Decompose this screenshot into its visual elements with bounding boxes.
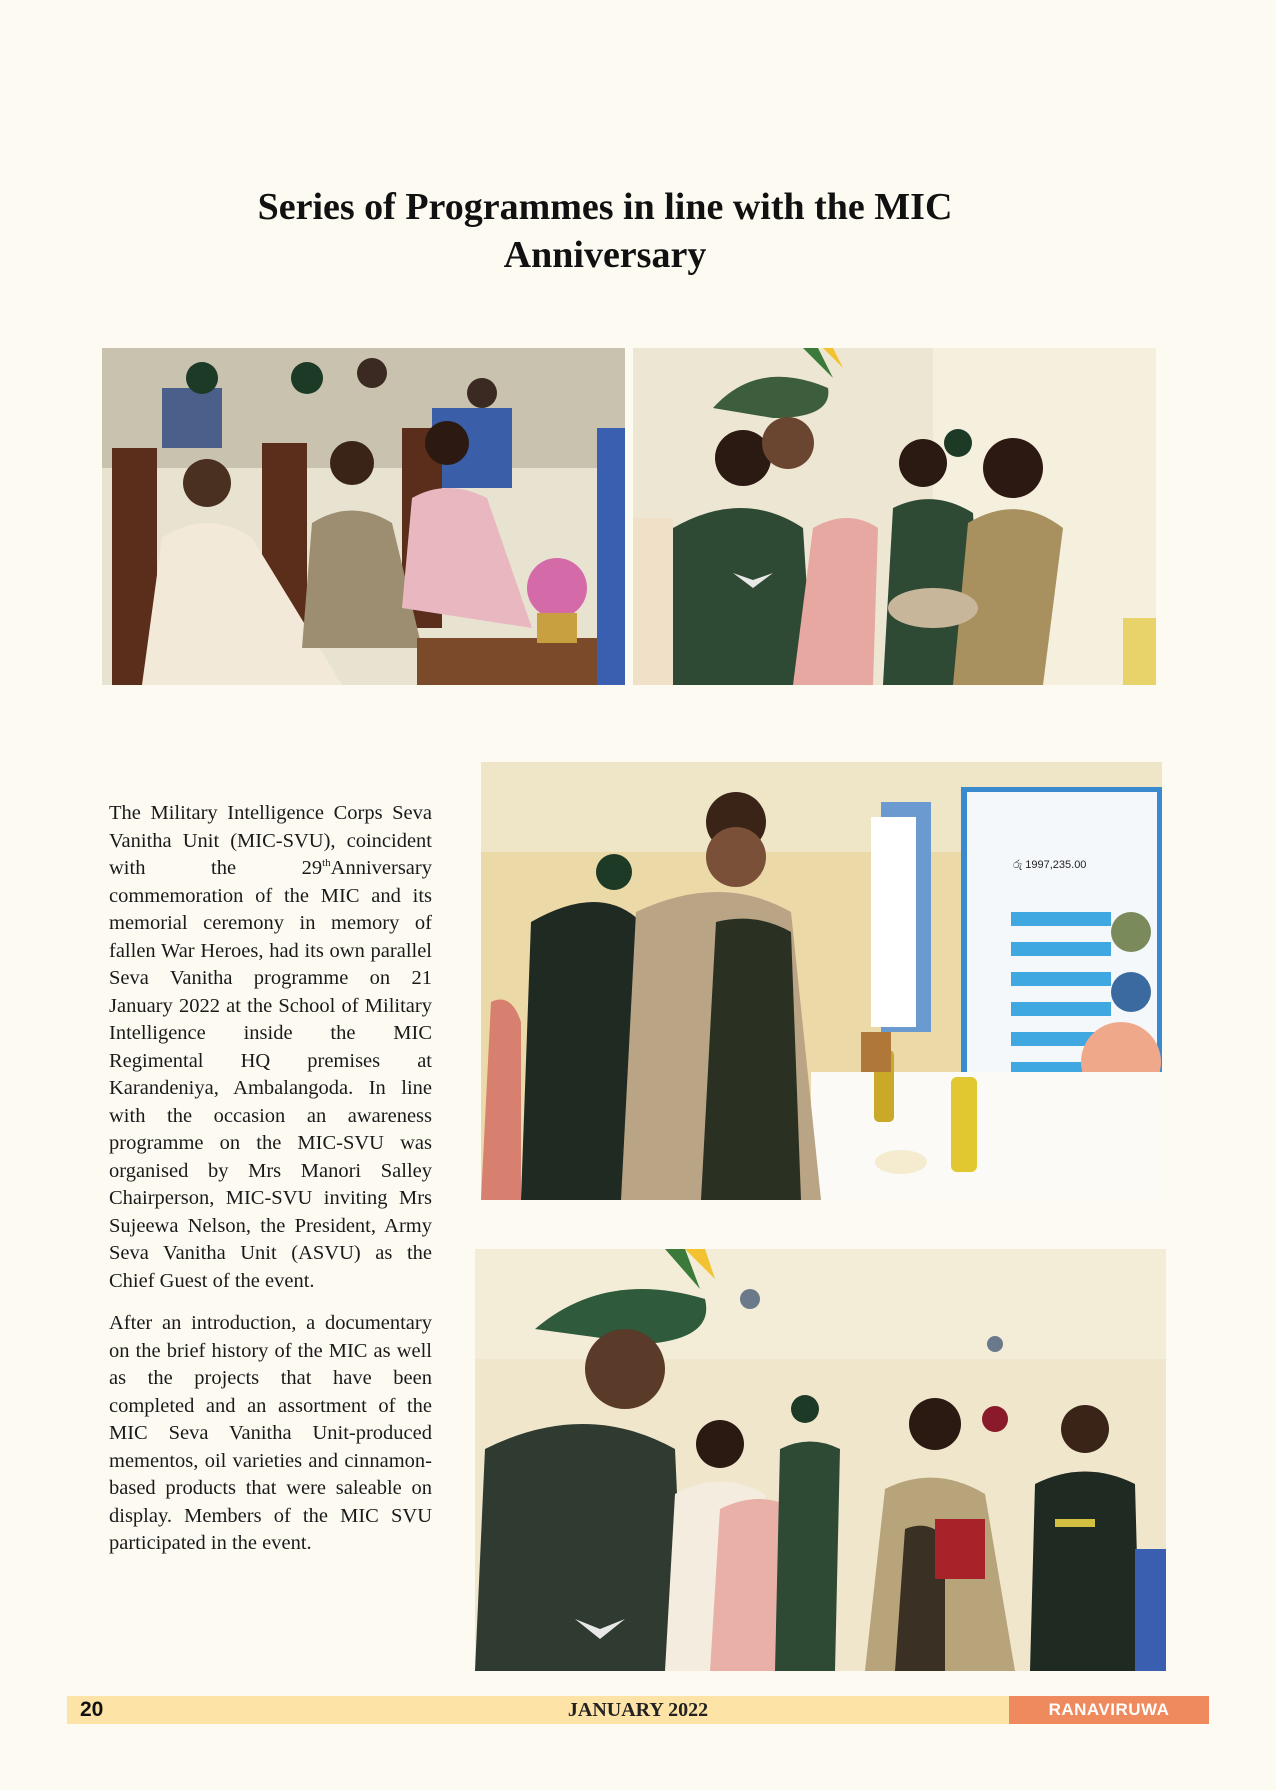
ordinal-superscript: th [322, 857, 331, 870]
article-body [109, 800, 432, 1573]
photo-display-poster [481, 762, 1162, 1200]
paragraph-1 [109, 800, 432, 1295]
page-footer [67, 1696, 1209, 1724]
article-title [180, 183, 1030, 279]
paragraph-1-part-b: Anniversary commemoration of the MIC and its memorial ceremony in memory of fallen War Heroes, had its own parallel Seva Vanitha programme on 21 January 2022 at the School of Military Intelligence inside the MIC Regimental HQ premises at Karandeniya, Ambalangoda. In line with the occasion an awareness programme on the MIC-SVU was organised by Mrs Manori Salley Chairperson, MIC-SVU inviting Mrs Sujeewa Nelson, the President, Army Seva Vanitha Unit (ASVU) as the Chief Guest of the event. [109, 857, 432, 1292]
title-line-2: Anniversary [503, 234, 707, 276]
issue-date: JANUARY 2022 [567, 1699, 709, 1721]
poster-price-text: රු 1997,235.00 [1013, 859, 1087, 871]
title-line-1: Series of Programmes in line with the MIC [257, 186, 953, 228]
paragraph-1-part-a: The Military Intelligence Corps Seva Vanitha Unit (MIC-SVU), coincident with the 29 [109, 802, 432, 879]
photo-exhibit-group [475, 1249, 1166, 1671]
magazine-brand: RANAVIRUWA [1009, 1696, 1209, 1724]
photo-seated-guests [102, 348, 625, 685]
paragraph-2: After an introduction, a documentary on the brief history of the MIC as well as the projects that have been completed and an assortment of the MIC Seva Vanitha Unit-produced mementos, oil varieties and cinnamon-based products that were saleable on display. Members of the MIC SVU participated in the event. [109, 1312, 432, 1554]
page-number: 20 [80, 1698, 104, 1721]
photo-product-presentation [633, 348, 1156, 685]
